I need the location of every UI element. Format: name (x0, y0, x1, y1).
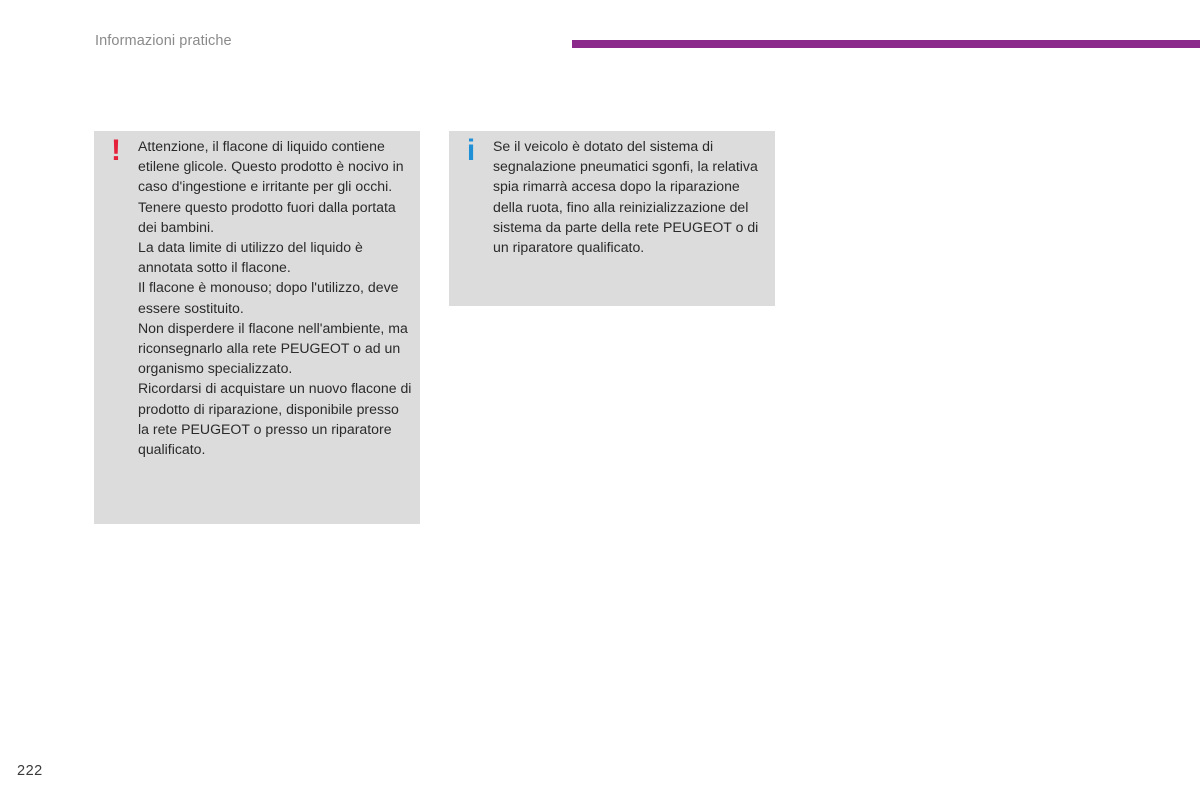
info-note-text (493, 136, 767, 257)
warning-paragraph: Il flacone è monouso; dopo l'utilizzo, deve essere sostituito. (138, 279, 399, 316)
warning-paragraph: La data limite di utilizzo del liquido è annotata sotto il flacone. (138, 239, 363, 276)
warning-paragraph: Non disperdere il flacone nell'ambiente, ma riconsegnarlo alla rete PEUGEOT o ad un organismo specializzato. (138, 319, 408, 377)
warning-paragraph: Attenzione, il flacone di liquido contiene etilene glicole. Questo prodotto è nocivo in caso d'ingestione e irritante per gli occhi. Tenere questo prodotto fuori dalla portata dei bambini. (138, 138, 404, 235)
warning-note-text (138, 136, 412, 459)
info-note (449, 131, 775, 306)
warning-paragraph: Ricordarsi di acquistare un nuovo flacone di prodotto di riparazione, disponibile presso la rete PEUGEOT o presso un riparatore qualificato. (138, 380, 412, 458)
exclamation-icon: ! (111, 134, 121, 167)
section-accent-bar (572, 40, 1200, 48)
warning-note (94, 131, 420, 524)
info-icon: i (466, 134, 476, 167)
info-paragraph: Se il veicolo è dotato del sistema di segnalazione pneumatici sgonfi, la relativa spia rimarrà accesa dopo la riparazione della ruota, fino alla reinizializzazione del sistema da parte della rete PEUGEOT o di un riparatore qualificato. (493, 138, 759, 256)
page-number: 222 (17, 763, 43, 779)
section-title: Informazioni pratiche (95, 33, 232, 49)
